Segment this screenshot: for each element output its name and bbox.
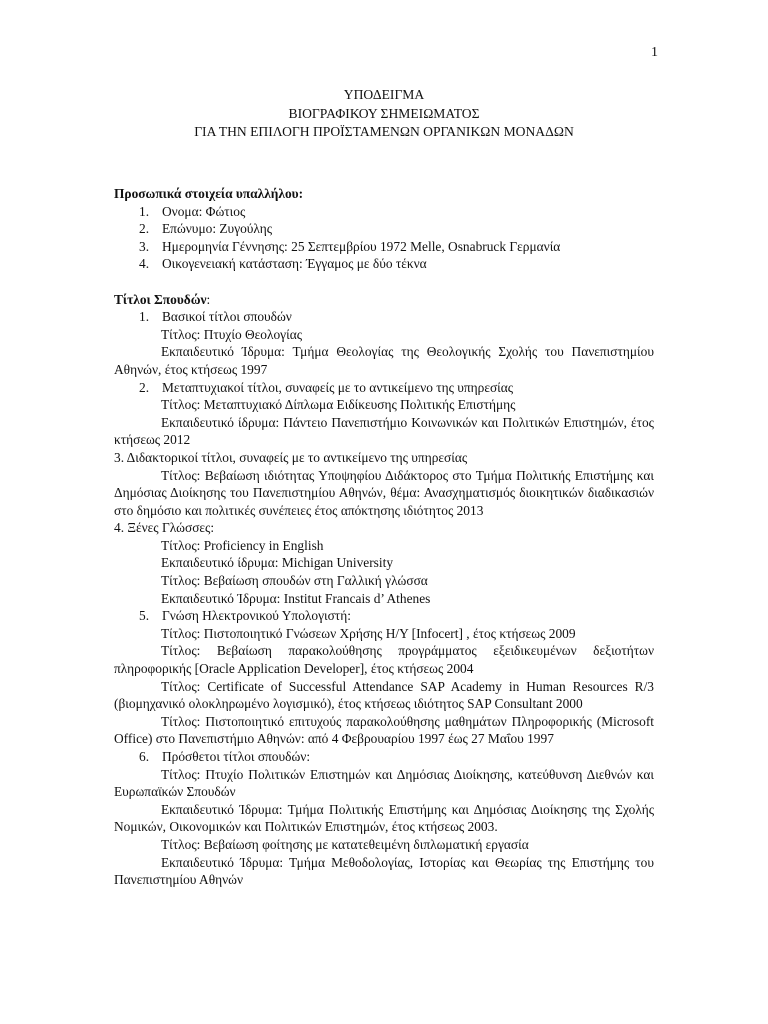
studies-5-para-3: Τίτλος: Certificate of Successful Attendance SAP Academy in Human Resources R/3 (βιομηχανικό ολοκληρωμένο λογισμικό), έτος κτήσεως ιδιότητος SAP Consultant 2000 bbox=[114, 678, 654, 712]
list-number: 2. bbox=[139, 221, 150, 237]
studies-4-line-4: Εκπαιδευτικό Ίδρυμα: Institut Francais d’ Athenes bbox=[161, 590, 431, 606]
list-number: 6. bbox=[139, 749, 150, 764]
personal-item-1 bbox=[114, 203, 654, 221]
studies-heading-text: Τίτλοι Σπουδών bbox=[114, 291, 207, 307]
studies-heading bbox=[114, 291, 654, 309]
list-number: 2. bbox=[139, 379, 150, 395]
studies-5-para-4: Τίτλος: Πιστοποιητικό επιτυχούς παρακολούθησης μαθημάτων Πληροφορικής (Microsoft Office) στο Πανεπιστήμιο Αθηνών: από 4 Φεβρουαρίου 1997 έως 27 Μαΐου 1997 bbox=[114, 713, 654, 747]
studies-item-6 bbox=[114, 748, 654, 766]
studies-2-institution: Εκπαιδευτικό ίδρυμα: Πάντειο Πανεπιστήμιο Κοινωνικών και Πολιτικών Επιστημών, έτος κτήσεως 2012 bbox=[114, 414, 654, 448]
personal-info-heading: Προσωπικά στοιχεία υπαλλήλου: bbox=[114, 186, 304, 201]
personal-item-2 bbox=[114, 220, 654, 238]
page-number: 1 bbox=[651, 45, 658, 60]
list-text: Ημερομηνία Γέννησης: 25 Σεπτεμβρίου 1972 Melle, Osnabruck Γερμανία bbox=[162, 238, 561, 254]
studies-6-para-3: Τίτλος: Βεβαίωση φοίτησης με κατατεθειμένη διπλωματική εργασία bbox=[161, 836, 529, 852]
studies-5-para-2: Τίτλος: Βεβαίωση παρακολούθησης προγράμματος εξειδικευμένων δεξιοτήτων πληροφορικής [Oracle Application Developer], έτος κτήσεως 2004 bbox=[114, 643, 654, 677]
studies-6-para-2: Εκπαιδευτικό Ίδρυμα: Τμήμα Πολιτικής Επιστήμης και Δημόσιας Διοίκησης της Σχολής Νομικών, Οικονομικών και Πολιτικών Επιστημών, έτος κτήσεως 2003. bbox=[114, 801, 654, 835]
studies-4-line-3: Τίτλος: Βεβαίωση σπουδών στη Γαλλική γλώσσα bbox=[161, 573, 428, 589]
studies-6-para-4: Εκπαιδευτικό Ίδρυμα: Τμήμα Μεθοδολογίας, Ιστορίας και Θεωρίας της Επιστήμης του Πανεπιστημίου Αθηνών bbox=[114, 854, 654, 888]
studies-item-3: 3. Διδακτορικοί τίτλοι, συναφείς με το αντικείμενο της υπηρεσίας bbox=[114, 449, 468, 465]
document-title bbox=[0, 86, 768, 142]
title-line-3: ΓΙΑ ΤΗΝ ΕΠΙΛΟΓΗ ΠΡΟΪΣΤΑΜΕΝΩΝ ΟΡΓΑΝΙΚΩΝ ΜΟΝΑΔΩΝ bbox=[194, 124, 574, 140]
list-number: 1. bbox=[139, 203, 150, 219]
list-number: 4. bbox=[139, 256, 150, 272]
studies-1-institution: Εκπαιδευτικό Ίδρυμα: Τμήμα Θεολογίας της Θεολογικής Σχολής του Πανεπιστημίου Αθηνών, έτος κτήσεως 1997 bbox=[114, 344, 654, 377]
personal-item-3 bbox=[114, 238, 654, 256]
studies-item-1 bbox=[114, 308, 654, 326]
list-text: Γνώση Ηλεκτρονικού Υπολογιστή: bbox=[162, 608, 351, 624]
list-number: 1. bbox=[139, 309, 150, 325]
personal-item-4 bbox=[114, 255, 654, 273]
list-text: Βασικοί τίτλοι σπουδών bbox=[162, 309, 292, 325]
studies-2-title: Τίτλος: Μεταπτυχιακό Δίπλωμα Ειδίκευσης Πολιτικής Επιστήμης bbox=[161, 397, 516, 413]
document-body bbox=[114, 185, 654, 889]
studies-1-title: Τίτλος: Πτυχίο Θεολογίας bbox=[161, 326, 303, 342]
studies-heading-colon: : bbox=[206, 291, 211, 307]
list-text: Μεταπτυχιακοί τίτλοι, συναφείς με το αντικείμενο της υπηρεσίας bbox=[162, 379, 514, 395]
title-line-2: ΒΙΟΓΡΑΦΙΚΟΥ ΣΗΜΕΙΩΜΑΤΟΣ bbox=[288, 105, 480, 121]
studies-item-4: 4. Ξένες Γλώσσες: bbox=[114, 520, 215, 536]
list-number: 5. bbox=[139, 608, 150, 624]
studies-3-title: Τίτλος: Βεβαίωση ιδιότητας Υποψηφίου Διδάκτορος στο Τμήμα Πολιτικής Επιστήμης και Δημόσιας Διοίκησης του Πανεπιστημίου Αθηνών, θέμα: Ανασχηματισμός διοικητικών διαδικασιών στο δημόσιο και πολιτικές συνέπειες έτος απόκτησης ιδιότητος 2013 bbox=[114, 467, 654, 518]
studies-4-line-2: Εκπαιδευτικό ίδρυμα: Michigan University bbox=[161, 555, 394, 571]
list-number: 3. bbox=[139, 238, 150, 254]
studies-item-2 bbox=[114, 379, 654, 397]
list-text: Επώνυμο: Ζυγούλης bbox=[162, 221, 273, 237]
studies-6-para-1: Τίτλος: Πτυχίο Πολιτικών Επιστημών και Δημόσιας Διοίκησης, κατεύθυνση Διεθνών και Ευρωπαϊκών Σπουδών bbox=[114, 766, 654, 800]
section-gap bbox=[114, 273, 654, 291]
list-text: Οικογενειακή κατάσταση: Έγγαμος με δύο τέκνα bbox=[162, 256, 427, 272]
title-line-1: ΥΠΟΔΕΙΓΜΑ bbox=[343, 87, 425, 102]
list-text: Πρόσθετοι τίτλοι σπουδών: bbox=[162, 749, 311, 764]
list-text: Ονομα: Φώτιος bbox=[162, 203, 246, 219]
studies-4-line-1: Τίτλος: Proficiency in English bbox=[161, 537, 324, 553]
studies-item-5 bbox=[114, 607, 654, 625]
studies-5-para-1: Τίτλος: Πιστοποιητικό Γνώσεων Χρήσης Η/Υ [Infocert] , έτος κτήσεως 2009 bbox=[161, 625, 576, 641]
